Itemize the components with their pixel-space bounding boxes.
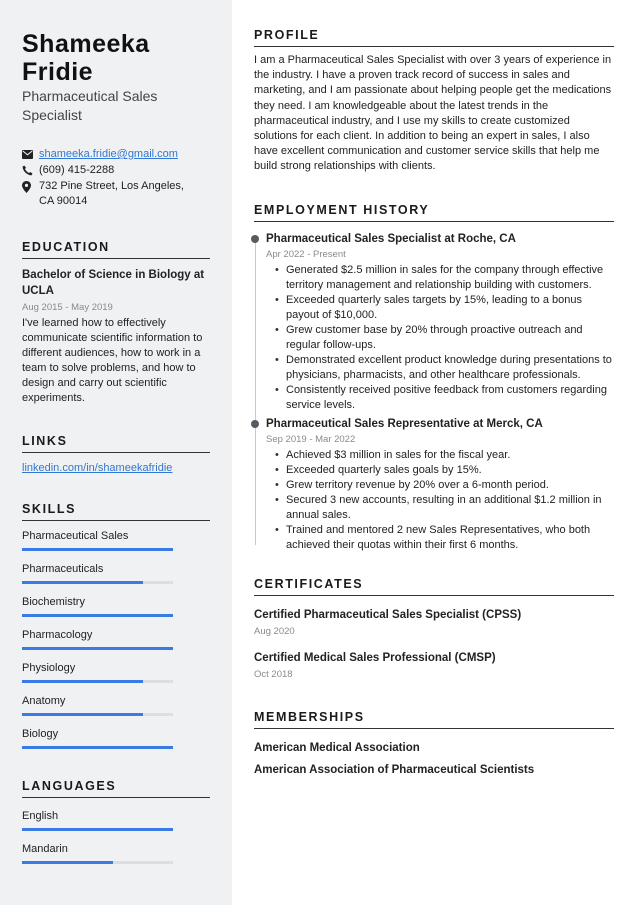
skill-bar-fill — [22, 746, 173, 749]
contact-email-row — [22, 147, 210, 162]
membership-item: American Association of Pharmaceutical Scientists — [254, 763, 535, 776]
profile-heading: PROFILE — [254, 28, 614, 47]
job-entry — [266, 417, 614, 553]
map-pin-icon — [22, 179, 39, 194]
contact-info — [22, 147, 210, 209]
skill-name: Biology — [22, 728, 59, 740]
candidate-name: Shameeka Fridie — [22, 30, 150, 86]
links-heading: LINKS — [22, 434, 210, 453]
employment-list — [254, 232, 614, 553]
envelope-icon — [22, 147, 39, 162]
job-bullet: • Consistently received positive feedback from customers regarding service levels. — [286, 383, 614, 413]
sidebar — [0, 0, 232, 905]
job-dates: Apr 2022 - Present — [266, 248, 346, 260]
skill-name: Biochemistry — [22, 596, 85, 608]
job-bullet: • Generated $2.5 million in sales for the company through effective territory management and relationship building with customers. — [286, 263, 614, 293]
linkedin-link[interactable]: linkedin.com/in/shameekafridie — [22, 462, 173, 474]
job-entry — [266, 232, 614, 413]
skill-item — [22, 562, 210, 584]
education-description: I've learned how to effectively communicate scientific information to different audiences, how to work in a team to solve problems, and how to design and carry out scientific experiments. — [22, 317, 203, 404]
language-bar — [22, 861, 173, 864]
certificate-name: Certified Pharmaceutical Sales Specialist (CPSS) — [254, 608, 522, 621]
language-bar — [22, 828, 173, 831]
skills-list — [22, 529, 210, 749]
phone-number: (609) 415-2288 — [39, 164, 115, 176]
job-bullets — [266, 448, 614, 553]
job-dates: Sep 2019 - Mar 2022 — [266, 433, 356, 445]
candidate-job-title: Pharmaceutical Sales Specialist — [22, 88, 158, 123]
skill-name: Pharmaceutical Sales — [22, 530, 129, 542]
skill-bar-fill — [22, 713, 143, 716]
skill-item — [22, 529, 210, 551]
skill-bar — [22, 548, 173, 551]
job-bullet: • Grew territory revenue by 20% over a 6-month period. — [286, 478, 614, 493]
email-link[interactable]: shameeka.fridie@gmail.com — [39, 148, 178, 160]
job-bullets — [266, 263, 614, 413]
languages-heading: LANGUAGES — [22, 779, 210, 798]
skill-bar — [22, 746, 173, 749]
languages-list — [22, 809, 210, 864]
skill-name: Physiology — [22, 662, 76, 674]
certificate-date: Oct 2018 — [254, 668, 293, 680]
job-bullet: • Grew customer base by 20% through proactive outreach and regular follow-ups. — [286, 323, 614, 353]
job-bullet: • Exceeded quarterly sales goals by 15%. — [286, 463, 614, 478]
certificates-heading: CERTIFICATES — [254, 577, 614, 596]
membership-item: American Medical Association — [254, 741, 420, 754]
skill-bar — [22, 713, 173, 716]
skill-item — [22, 694, 210, 716]
timeline-dot — [251, 235, 259, 243]
education-heading: EDUCATION — [22, 240, 210, 259]
job-bullet: • Exceeded quarterly sales targets by 15%, leading to a bonus payout of $10,000. — [286, 293, 614, 323]
skill-bar-fill — [22, 647, 173, 650]
language-bar-fill — [22, 828, 173, 831]
skill-name: Anatomy — [22, 695, 66, 707]
job-bullet: • Trained and mentored 2 new Sales Representatives, who both achieved their quotas within their first 6 months. — [286, 523, 614, 553]
skill-bar-fill — [22, 614, 173, 617]
skills-heading: SKILLS — [22, 502, 210, 521]
timeline-dot — [251, 420, 259, 428]
skill-item — [22, 727, 210, 749]
employment-heading: EMPLOYMENT HISTORY — [254, 203, 614, 222]
skill-item — [22, 595, 210, 617]
profile-text: I am a Pharmaceutical Sales Specialist with over 3 years of experience in the industry. I have a proven track record of success in sales and marketing, and I am passionate about helping people get the medications they need. I am knowledgeable about the latest trends in the pharmaceutical industry, and I use my skills to create customized solutions for each client. In addition to being an expert in sales, I also have excellent communication and customer service skills that help me build strong relationships with clients. — [254, 54, 612, 173]
skill-bar-fill — [22, 548, 173, 551]
certificate-date: Aug 2020 — [254, 625, 295, 637]
skill-item — [22, 628, 210, 650]
job-title: Pharmaceutical Sales Representative at Merck, CA — [266, 417, 543, 430]
skill-bar — [22, 614, 173, 617]
language-bar-fill — [22, 861, 113, 864]
certificates-list — [254, 608, 614, 682]
language-name: English — [22, 810, 59, 822]
skill-bar — [22, 581, 173, 584]
contact-address-row — [22, 179, 210, 209]
skill-item — [22, 661, 210, 683]
main-content — [232, 0, 640, 905]
timeline-line — [255, 236, 256, 545]
skill-name: Pharmacology — [22, 629, 93, 641]
memberships-heading: MEMBERSHIPS — [254, 710, 614, 729]
education-degree: Bachelor of Science in Biology at UCLA — [22, 269, 205, 297]
skill-name: Pharmaceuticals — [22, 563, 104, 575]
skill-bar — [22, 680, 173, 683]
job-title: Pharmaceutical Sales Specialist at Roche, CA — [266, 232, 516, 245]
language-item — [22, 842, 210, 864]
job-bullet: • Achieved $3 million in sales for the fiscal year. — [286, 448, 614, 463]
education-dates: Aug 2015 - May 2019 — [22, 302, 113, 313]
language-item — [22, 809, 210, 831]
job-bullet: • Secured 3 new accounts, resulting in an additional $1.2 million in annual sales. — [286, 493, 614, 523]
skill-bar-fill — [22, 680, 143, 683]
language-name: Mandarin — [22, 843, 68, 855]
phone-icon — [22, 163, 39, 178]
memberships-list — [254, 741, 614, 778]
contact-phone-row — [22, 163, 210, 178]
skill-bar — [22, 647, 173, 650]
job-bullet: • Demonstrated excellent product knowledge during presentations to physicians, pharmacists, and other healthcare professionals. — [286, 353, 614, 383]
certificate-name: Certified Medical Sales Professional (CMSP) — [254, 651, 496, 664]
skill-bar-fill — [22, 581, 143, 584]
address: 732 Pine Street, Los Angeles, CA 90014 — [39, 180, 184, 207]
